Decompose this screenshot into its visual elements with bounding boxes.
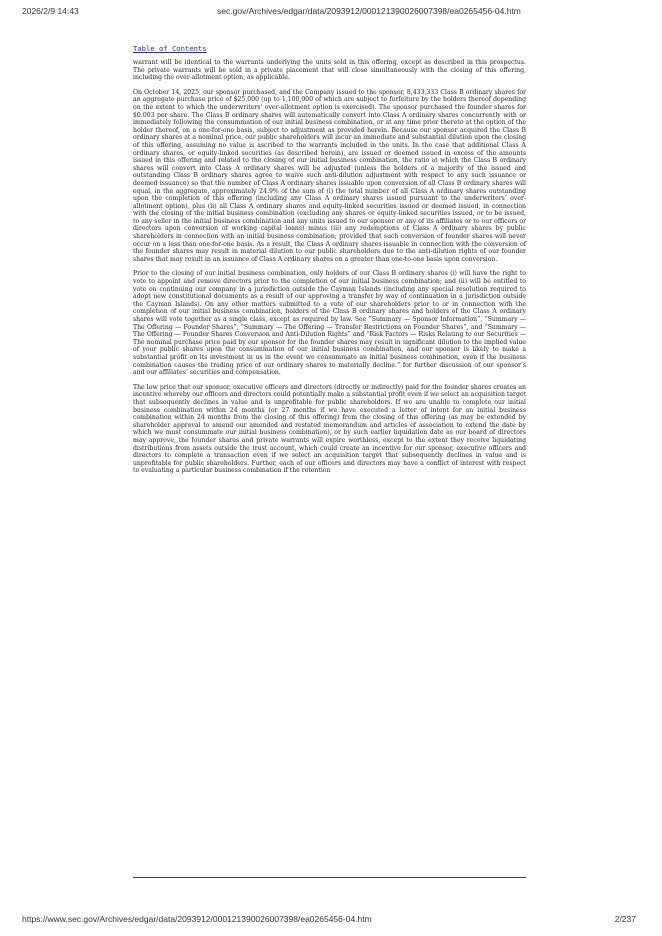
table-of-contents-link[interactable]: Table of Contents xyxy=(133,44,207,53)
paragraph-founder-shares-purchase: On October 14, 2025, our sponsor purchased, and the Company issued to the sponsor, 8,433,333 Class B ordinary shares for an aggregate purchase price of $25,000 (up to 1,100,000 of which are subject to forfeiture by the holders thereof depending on the extent to which the underwriters’ over-allotment option is exercised). The sponsor purchased the founder shares for $0.003 per share. The Class B ordinary shares will automatically convert into Class A ordinary shares concurrently with or immediately following the consummation of our initial business combination, or at any time prior thereto at the option of the holder thereof, on a one-for-one basis, subject to adjustment as provided herein. Because our sponsor acquired the Class B ordinary shares at a nominal price, our public shareholders will incur an immediate and substantial dilution upon the closing of this offering, assuming no value is ascribed to the warrants included in the units. In the case that additional Class A ordinary shares, or equity-linked securities (as described herein), are issued or deemed issued in excess of the amounts issued in this offering and related to the closing of our initial business combination, the ratio at which the Class B ordinary shares will convert into Class A ordinary shares will be adjusted (unless the holders of a majority of the issued and outstanding Class B ordinary shares agree to waive such anti-dilution adjustment with respect to any such issuance or deemed issuance) so that the number of Class A ordinary shares issuable upon conversion of all Class B ordinary shares will equal, in the aggregate, approximately 24.9% of the sum of (i) the total number of all Class A ordinary shares outstanding upon the completion of this offering (including any Class A ordinary shares issued pursuant to the underwriters’ over-allotment option), plus (ii) all Class A ordinary shares and equity-linked securities issued or deemed issued, in connection with the closing of the initial business combination (excluding any shares or equity-linked securities issued, or to be issued, to any seller in the initial business combination and any units issued to our sponsor or any of its affiliates or to our officers or directors upon conversion of working capital loans) minus (iii) any redemptions of Class A ordinary shares by public shareholders in connection with an initial business combination; provided that such conversion of founder shares will never occur on a less than one-for-one basis. As a result, the Class A ordinary shares issuable in connection with the conversion of the founder shares may result in material dilution to our public shareholders due to the anti-dilution rights of our founder shares that may result in an issuance of Class A ordinary shares on a greater than one-to-one basis upon conversion. xyxy=(133,88,526,263)
paragraph-low-price-incentive: The low price that our sponsor, executive officers and directors (directly or indirectly) paid for the founder shares creates an incentive whereby our officers and directors could potentially make a substantial profit even if we select an acquisition target that subsequently declines in value and is unprofitable for public shareholders. If we are unable to complete our initial business combination within 24 months (or 27 months if we have executed a letter of intent for an initial business combination within 24 months from the closing of this offering) from the closing of this offering (as may be extended by shareholder approval to amend our amended and restated memorandum and articles of association to extend the date by which we must consummate our initial business combination), or by such earlier liquidation date as our board of directors may approve, the founder shares and private warrants will expire worthless, except to the extent they receive liquidating distributions from assets outside the trust account, which could create an incentive for our sponsor, executive officers and directors to complete a transaction even if we select an acquisition target that subsequently declines in value and is unprofitable for public shareholders. Further, each of our officers and directors may have a conflict of interest with respect to evaluating a particular business combination if the retention xyxy=(133,383,526,475)
paragraph-voting-rights: Prior to the closing of our initial business combination, only holders of our Class B ordinary shares (i) will have the right to vote to appoint and remove directors prior to the completion of our initial business combination; and (ii) will be entitled to vote on continuing our company in a jurisdiction outside the Cayman Islands (including any special resolution required to adopt new constitutional documents as a result of our approving a transfer by way of continuation in a jurisdiction outside the Cayman Islands). On any other matters submitted to a vote of our shareholders prior to or in connection with the completion of our initial business combination, holders of the Class B ordinary shares and holders of the Class A ordinary shares will vote together as a single class, except as required by law. See “Summary — Sponsor Information”, “Summary — The Offering — Founder Shares”, “Summary — The Offering — Transfer Restrictions on Founder Shares”, and “Summary — The Offering — Founder Shares Conversion and Anti-Dilution Rights” and “Risk Factors — Risks Relating to our Securities — The nominal purchase price paid by our sponsor for the founder shares may result in significant dilution to the implied value of your public shares upon the consummation of our initial business combination, and our sponsor is likely to make a substantial profit on its investment in us in the event we consummate an initial business combination, even if the business combination causes the trading price of our ordinary shares to materially decline.” for further discussion of our sponsor’s and our affiliates’ securities and compensation. xyxy=(133,270,526,377)
page-bottom-rule xyxy=(133,877,526,878)
print-footer-url: https://www.sec.gov/Archives/edgar/data/2093912/000121390026007398/ea0265456-04.htm xyxy=(22,914,372,924)
browser-print-footer xyxy=(0,914,662,932)
document-body xyxy=(133,36,526,482)
print-datetime: 2026/2/9 14:43 xyxy=(22,6,79,16)
browser-print-header xyxy=(0,0,662,20)
print-page-counter: 2/237 xyxy=(614,914,636,924)
paragraph-private-warrants: warrant will be identical to the warrants underlying the units sold in this offering, except as described in this prospectus. The private warrants will be sold in a private placement that will close simultaneously with the closing of this offering, including the over-allotment option, as applicable. xyxy=(133,59,526,82)
print-page-title-url: sec.gov/Archives/edgar/data/2093912/000121390026007398/ea0265456-04.htm xyxy=(217,6,521,16)
